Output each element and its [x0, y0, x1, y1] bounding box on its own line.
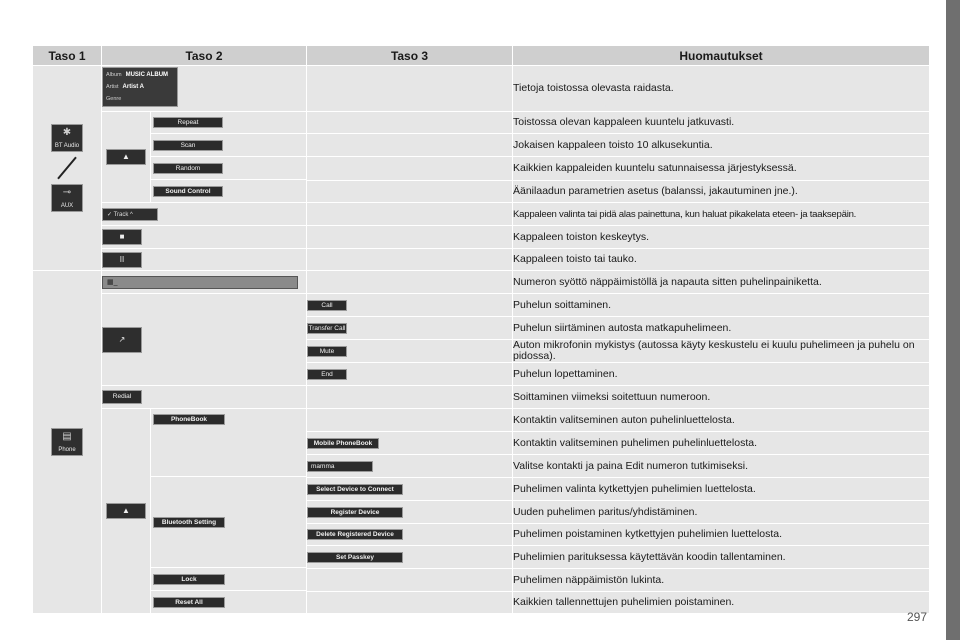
note: Kappaleen toisto tai tauko. — [513, 249, 930, 271]
call-button[interactable]: Call — [307, 300, 347, 311]
scan-button[interactable]: Scan — [153, 140, 223, 151]
note: Auton mikrofonin mykistys (autossa käyty keskustelu ei kuulu puhelimeen ja puhelu on pidossa). — [513, 340, 930, 363]
redial-button[interactable]: Redial — [102, 390, 142, 404]
number-input[interactable]: ▦_ — [102, 276, 298, 289]
level1-phone — [33, 271, 102, 614]
delete-device-button[interactable]: Delete Registered Device — [307, 529, 403, 540]
mute-button[interactable]: Mute — [307, 346, 347, 357]
bluetooth-icon: ✱ — [62, 127, 72, 138]
expand-up-icon[interactable]: ▲ — [106, 503, 146, 519]
transfer-call-button[interactable]: Transfer Call — [308, 324, 346, 332]
note: Puhelun lopettaminen. — [513, 363, 930, 386]
sound-control-button[interactable]: Sound Control — [153, 186, 223, 197]
register-device-button[interactable]: Register Device — [307, 507, 403, 518]
header-level3: Taso 3 — [307, 46, 513, 66]
header-level1: Taso 1 — [33, 46, 102, 66]
separator-slash — [53, 156, 81, 180]
note: Puhelun siirtäminen autosta matkapuhelimeen. — [513, 317, 930, 340]
plug-icon: ⊸ — [62, 187, 72, 198]
note: Numeron syöttö näppäimistöllä ja napauta sitten puhelinpainiketta. — [513, 271, 930, 294]
contact-entry[interactable]: mamma — [307, 461, 373, 472]
album-info-box: Album MUSIC ALBUM Artist Artist A Genre — [102, 66, 307, 112]
level1-audio — [33, 66, 102, 271]
note: Kaikkien tallennettujen puhelimien poistaminen. — [513, 592, 930, 614]
note: Uuden puhelimen paritus/yhdistäminen. — [513, 501, 930, 524]
random-button[interactable]: Random — [153, 163, 223, 174]
mobile-phonebook-button[interactable]: Mobile PhoneBook — [307, 438, 379, 449]
note: Jokaisen kappaleen toisto 10 alkusekuntia. — [513, 134, 930, 157]
repeat-button[interactable]: Repeat — [153, 117, 223, 128]
bluetooth-setting-button[interactable]: Bluetooth Setting — [153, 517, 225, 528]
aux-button[interactable]: ⊸ AUX — [51, 184, 83, 212]
header-notes: Huomautukset — [513, 46, 930, 66]
note: Puhelun soittaminen. — [513, 294, 930, 317]
select-device-button[interactable]: Select Device to Connect — [307, 484, 403, 495]
track-selector[interactable]: ✓ Track ^ — [102, 208, 158, 221]
menu-table — [32, 45, 930, 614]
set-passkey-button[interactable]: Set Passkey — [307, 552, 403, 563]
note: Puhelimen poistaminen kytkettyjen puhelimien luettelosta. — [513, 524, 930, 546]
expand-up-icon[interactable]: ▲ — [106, 149, 146, 165]
note: Kappaleen toiston keskeytys. — [513, 226, 930, 249]
note: Kaikkien kappaleiden kuuntelu satunnaisessa järjestyksessä. — [513, 157, 930, 180]
note: Äänilaadun parametrien asetus (balanssi, jakautuminen jne.). — [513, 180, 930, 202]
note: Tietoja toistossa olevasta raidasta. — [513, 66, 930, 112]
header-row — [33, 46, 930, 66]
end-button[interactable]: End — [307, 369, 347, 380]
note: Valitse kontakti ja paina Edit numeron tutkimiseksi. — [513, 455, 930, 478]
note: Kappaleen valinta tai pidä alas painettuna, kun haluat pikakelata eteen- ja taaksepäin. — [513, 203, 930, 226]
note: Kontaktin valitseminen auton puhelinluettelosta. — [513, 409, 930, 432]
phonebook-button[interactable]: PhoneBook — [153, 414, 225, 425]
note: Kontaktin valitseminen puhelimen puhelinluettelosta. — [513, 432, 930, 455]
phone-button[interactable]: ▤ Phone — [51, 428, 83, 456]
reset-all-button[interactable]: Reset All — [153, 597, 225, 608]
note: Puhelimien parituksessa käytettävän koodin tallentaminen. — [513, 546, 930, 569]
note: Puhelimen valinta kytkettyjen puhelimien luettelosta. — [513, 478, 930, 501]
phone-icon: ▤ — [62, 431, 72, 442]
lock-button[interactable]: Lock — [153, 574, 225, 585]
note: Puhelimen näppäimistön lukinta. — [513, 569, 930, 592]
call-handset-icon[interactable]: ↗ — [102, 327, 142, 353]
page-number: 297 — [907, 610, 928, 624]
note: Toistossa olevan kappaleen kuuntelu jatkuvasti. — [513, 112, 930, 134]
pause-icon[interactable]: II — [102, 252, 142, 268]
page-edge-bar — [946, 0, 960, 640]
note: Soittaminen viimeksi soitettuun numeroon. — [513, 386, 930, 409]
header-level2: Taso 2 — [102, 46, 307, 66]
bt-audio-button[interactable]: ✱ BT Audio — [51, 124, 83, 152]
stop-icon[interactable]: ■ — [102, 229, 142, 245]
